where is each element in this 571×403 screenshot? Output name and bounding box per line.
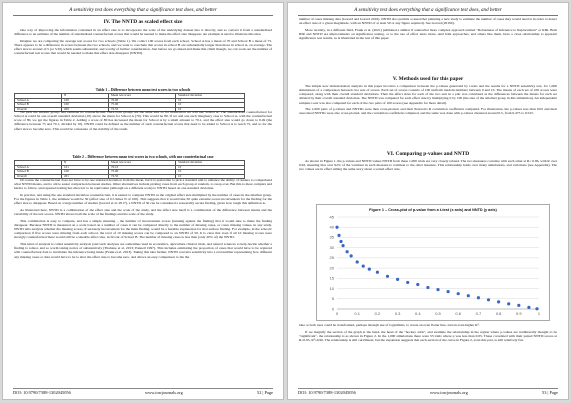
paragraph: This combination is easy to compute, and has a simple meaning – the number of inconvenient scores (running against the finding) that it would take to make the finding disappear. Because NNTD is measured on a scale based on a number of cases it can be compared directly to the number of missing cases, or cases missing values, in any study. NNTD tells analysts whether the missing scores, if seriously inconvenient for the main finding, would be a feasible explanation for that surface finding. For example, in the schools' comparison if five scores were missing from each school, the total of 10 missing scores can be compared to an NNTD of 50. It is clear that even if all 10 missing scores were strongly counterfactual there would still be a sizeable effect size, in favour of School B. The number of missing cases is less than (only 20% of) the NNTD. bbox=[14, 218, 272, 240]
paragraph: If we magnify the section of the graph at the bend, the head of the "hockey stick", and examine the relationship in the region where p-values are traditionally thought to be "significant", the relationship is as shown in Figure 2. In the 1,000 simulations there were 53 trials where p was less than 0.05. These correlated with their paired NNTD scores at R=0.95, R²=0.90. The relationship is still curvilinear, but the expansion suggests that each section of the curve in Figure 2, even this part, is still relatively flat. bbox=[299, 329, 557, 342]
section-heading: V. Methods used for this paper bbox=[392, 76, 464, 82]
page-number: 53 | Page bbox=[542, 390, 558, 395]
paragraph: As illustrated here, NNTD is a combination of the effect size and the scale of the study, and the effect size itself is a combination of the difference between means and the variability of the test scores. NNTD shows both the scale of the findings and the scale of the study. bbox=[14, 207, 272, 217]
body-text bbox=[14, 28, 272, 58]
chart-title: Figure 1 – Cross-plot of p-value from a t-test (x axis) and NNTD (y axis) bbox=[369, 208, 497, 212]
y-tick-label: 5 bbox=[331, 296, 334, 302]
y-tick-label: 15 bbox=[329, 275, 334, 281]
table-cell: 201 bbox=[62, 174, 109, 179]
table-cell: 100 bbox=[62, 103, 109, 108]
table-cell: 101 bbox=[62, 165, 109, 170]
data-point bbox=[339, 240, 342, 243]
x-tick-label: 0.2 bbox=[374, 311, 381, 316]
x-tick-label: 0.1 bbox=[354, 311, 360, 316]
paragraph: This kind of analysis is called sensitivity analysis (and such analyses are sometimes used in economics, agriculture clinical trials, and natural sciences to help decide whether a finding is robust, and so worth taking notice of substantively (Thabane et al. 2013; Pannell 1997). This includes estimating the proportion of cases that would have to be replaced with counterfactual data to invalidate the inference being made (Frank et al. 2013). Taking this idea further, NNTD converts sensitivity into a real number representing how different any missing cases or data would have to be to alter the effect size to become zero, and allows an easy comparison to the the bbox=[14, 242, 272, 259]
x-tick-label: 0.8 bbox=[495, 311, 502, 316]
data-point bbox=[416, 283, 419, 286]
table-cell: 10 bbox=[176, 170, 245, 175]
data-point bbox=[467, 294, 470, 297]
body-text bbox=[14, 110, 272, 133]
data-point bbox=[350, 254, 353, 257]
table-cell: 100 bbox=[62, 170, 109, 175]
x-tick-label: 0.3 bbox=[394, 311, 401, 316]
x-tick-label: 0.6 bbox=[455, 311, 461, 316]
paragraph: number of cases missing data (Gorard and Gorard 2016). NNTD also permits a researcher planning a new study to estimate the number of cases they would need is in order to detect an effect size of a given magnitude, with an NNTD of at least 50 or any figure required). See Gorard (2019b). bbox=[299, 17, 557, 26]
paragraph: One way of improving the information contained in an effect size is to incorporate the scale of the underlying dataset into it directly, and so convert it from a standardised difference to an estimate of the number of standardised counterfactual scores that would be needed to make the effect size disappear. An example is used to illustrate this idea. bbox=[14, 28, 272, 37]
x-tick-label: 0.9 bbox=[516, 311, 522, 316]
table-cell: 70.00 bbox=[109, 98, 176, 103]
paragraph: More recently, in a different field, Frank et al. (2021) published a similar if somewhat more complex approach termed "Robustness of Inference to Replacement" or RIR. Both RIR and NNTD are improvements on significance testing, or to the use of effect sizes alone. And both approaches, and others like them, have a close relationship to apparent significance test results, as is illustrated in the rest of this paper. bbox=[299, 27, 557, 41]
table-cell: School A bbox=[15, 165, 62, 170]
body-text bbox=[14, 178, 272, 261]
paragraph: As shown in Figure 1, the p-values and NNTD values NNTD from these 1,000 trials are very closely related. The two measures correlate with each other at R= 0.96, with R over 0.92, meaning that over 92% of the variation in each measure is common to the other measure. This relationship holds over many simulations, and variations (see Appendix). The two values are in effect telling the same story about a scaled effect size. bbox=[299, 159, 557, 172]
table-cell: 10 bbox=[176, 98, 245, 103]
data-point bbox=[487, 298, 490, 301]
body-text bbox=[299, 84, 557, 118]
data-point bbox=[362, 264, 365, 267]
data-point bbox=[368, 268, 371, 271]
y-tick-label: 35 bbox=[329, 234, 334, 240]
running-header: A sensitivity test does everything that a significance test does, and better bbox=[13, 7, 273, 16]
paragraph: One or both axes could be transformed, perhaps through use of logarithms, to create an even flatter line, and an even higher R². bbox=[299, 323, 480, 327]
data-point bbox=[517, 304, 520, 307]
table-cell: 75.00 bbox=[109, 170, 176, 175]
table-cell: 10 bbox=[176, 107, 245, 112]
table-cell: Overall bbox=[15, 174, 62, 179]
paragraph: Of course the counterfactual does not have to be one standard deviation from the mean, but it is preferable to pick a standard unit to enhance the ability of readers to comprehend what NNTD means, and to allow easier comparison between studies. Other alternatives include picking cases from each group at random, to swap over. But this is more complex and harder to follow, and repeated testing has shown it to be equivalent (although on a different scale) to NNTD based on one standard deviation. bbox=[14, 178, 272, 191]
data-point bbox=[337, 234, 340, 237]
paragraph: Imagine we are comparing the average test scores for two schools (Table 1). We collect 100 scores from each school. School A has a mean of 70 and School B a mean of 75. There appears to be a difference in scores between the two schools, and we want to conclude that scores in school B are substantially longer than those in school A, on average. The effect size is around -0.5 (or 5/10) which seems substantial, and worthy of further consideration. Just before we go ahead and make this claim though, we can work out the number of counterfactual test scores that would be needed to make this effect size disappear (NNTD). bbox=[14, 38, 272, 56]
data-point bbox=[527, 306, 530, 309]
paragraph: We pick the smaller group, and estimate its counterfactual. Here both groups are the same size so for illustration we will use School A. The standardised counterfactual for School A could be one overall standard deviation (10) above the mean for School A (70). This would be 80. If we add one such imaginary case to School A, with the counterfactual score of 80, we get the figures in Table 2. Adding a score of 80 has increased the mean for School A by a small amount to 70.1, and the effect size would go down to 0.49 (the difference between 75 and 70.1, divided by 10). NNTD could be defined as the number of such counterfactual scores that need to be added to School A to reach 75, and so for the effect size to become zero. This would be a measure of the stability of the result. bbox=[14, 110, 272, 131]
data-point bbox=[447, 290, 450, 293]
data-point bbox=[406, 281, 409, 284]
table-header-cell: Standard deviation bbox=[176, 94, 245, 99]
data-point bbox=[426, 286, 429, 289]
data-point bbox=[376, 271, 379, 274]
data-point bbox=[341, 244, 344, 247]
table-cell: School A bbox=[15, 98, 62, 103]
body-text bbox=[299, 17, 557, 43]
table-cell: 200 bbox=[62, 107, 109, 112]
table-header-cell: N bbox=[62, 161, 109, 166]
paragraph: In practice, and using the one standard deviation counterfactual, it is easiest to compute NNTD as the original effect size multiplied by the number of cases in the smallest group. For the figures in Table 1, the estimate would be 50 (effect size of 0.5 times N of 100). This suggests that it would take 50 quite extreme scores inconvenient for the finding for the effect size to disappear. Based on a large number of studies (Gorard et al. 2017), a NNTD of 50 can be considered a reasonably secure finding, given how tough this definition is. bbox=[14, 192, 272, 206]
figure-1-chart bbox=[316, 204, 550, 321]
data-point bbox=[535, 307, 538, 310]
table-cell: 72.55 bbox=[109, 174, 176, 179]
table-header-cell: Mean test score bbox=[109, 94, 176, 99]
x-tick-label: 0 bbox=[335, 311, 339, 316]
table-cell: 75.00 bbox=[109, 103, 176, 108]
journal-link[interactable]: www.iosrjournals.org bbox=[144, 390, 183, 395]
data-point bbox=[386, 275, 389, 278]
page-53 bbox=[287, 2, 569, 400]
data-point bbox=[497, 300, 500, 303]
paragraph: The 1,000 pairs of p-values and NNTDs were then cross-plotted, and their Pearson's R correlation coefficient computed. For illustration, the p-values less than 0.05 and their associated NNTDs were also cross-plotted, and the correlation coefficient computed, and the same was done with p-values clustered around 0.5, from 0.475 to 0.525. bbox=[299, 107, 557, 116]
y-tick-label: 20 bbox=[329, 265, 334, 271]
table-header-cell: Mean test score bbox=[109, 161, 176, 166]
paragraph: The simple new demonstration analysis in this paper involves a comparison between the p-values generated by t-tests and the results for a NNTD sensitivity test, for 1,000 simulations of a comparison between two sets of scores. Each set of scores consists of 100 uniform random numbers between 0 and 10. The means of each set of 100 scores were compared, along with their overall standard deviations. Then the effect sizes for each of the two sets in a pair was calculated as the differences between the means for each set divided by their overall standard deviation. The NNTD was computed for each effect size by multiplying it by 100 (the size of the smallest group in this simulation). An independent samples t-test was also computed for each of the two pairs of 100 scores (see Appendix for more detail). bbox=[299, 84, 557, 105]
section-heading: VI. Comparing p-values and NNTD bbox=[386, 151, 470, 157]
x-tick-label: 1 bbox=[537, 311, 541, 316]
table-cell: School B bbox=[15, 170, 62, 175]
table-cell: 100 bbox=[62, 98, 109, 103]
section-heading: IV. The NNTD as scaled effect size bbox=[103, 19, 183, 25]
table-cell: 70.10 bbox=[109, 165, 176, 170]
table-header-cell: N bbox=[62, 94, 109, 99]
table-2 bbox=[14, 160, 245, 179]
doi-text: DOI: 10.9790/7388-1302045056 bbox=[298, 390, 356, 395]
table-2-caption: Table 2 – Difference between mean test scores in two schools, with one counterfactual case bbox=[72, 155, 214, 159]
data-point bbox=[507, 302, 510, 305]
y-tick-label: 45 bbox=[329, 214, 334, 220]
data-point bbox=[335, 226, 338, 229]
scatter-plot bbox=[317, 205, 549, 320]
page-number: 52 | Page bbox=[257, 390, 273, 395]
table-1-caption: Table 1 – Difference between mean test scores in two schools bbox=[95, 88, 191, 92]
y-tick-label: 40 bbox=[329, 224, 334, 230]
running-header: A sensitivity test does everything that a significance test does, and better bbox=[298, 7, 558, 16]
table-cell: 72.55 bbox=[109, 107, 176, 112]
y-tick-label: 0 bbox=[331, 306, 334, 312]
y-tick-label: 10 bbox=[329, 285, 334, 291]
page-footer bbox=[298, 388, 558, 395]
body-text bbox=[299, 159, 557, 174]
table-cell: Overall bbox=[15, 107, 62, 112]
table-cell: 10 bbox=[176, 165, 245, 170]
table-header-cell: Standard deviation bbox=[176, 161, 245, 166]
journal-link[interactable]: www.iosrjournals.org bbox=[429, 390, 468, 395]
data-point bbox=[396, 278, 399, 281]
page-footer bbox=[13, 388, 273, 395]
table-cell: School B bbox=[15, 103, 62, 108]
data-point bbox=[356, 260, 359, 263]
data-point bbox=[457, 292, 460, 295]
x-tick-label: 0.5 bbox=[435, 311, 441, 316]
data-point bbox=[346, 250, 349, 253]
table-cell: 10 bbox=[176, 174, 245, 179]
page-52 bbox=[2, 2, 284, 400]
data-point bbox=[436, 288, 439, 291]
table-cell: 10 bbox=[176, 103, 245, 108]
x-tick-label: 0.4 bbox=[415, 311, 421, 316]
y-tick-label: 30 bbox=[329, 244, 334, 250]
x-tick-label: 0.7 bbox=[475, 311, 482, 316]
data-point bbox=[477, 296, 480, 299]
body-text bbox=[299, 323, 557, 345]
doi-text: DOI: 10.9790/7388-1302045056 bbox=[13, 390, 71, 395]
y-tick-label: 25 bbox=[329, 255, 334, 261]
